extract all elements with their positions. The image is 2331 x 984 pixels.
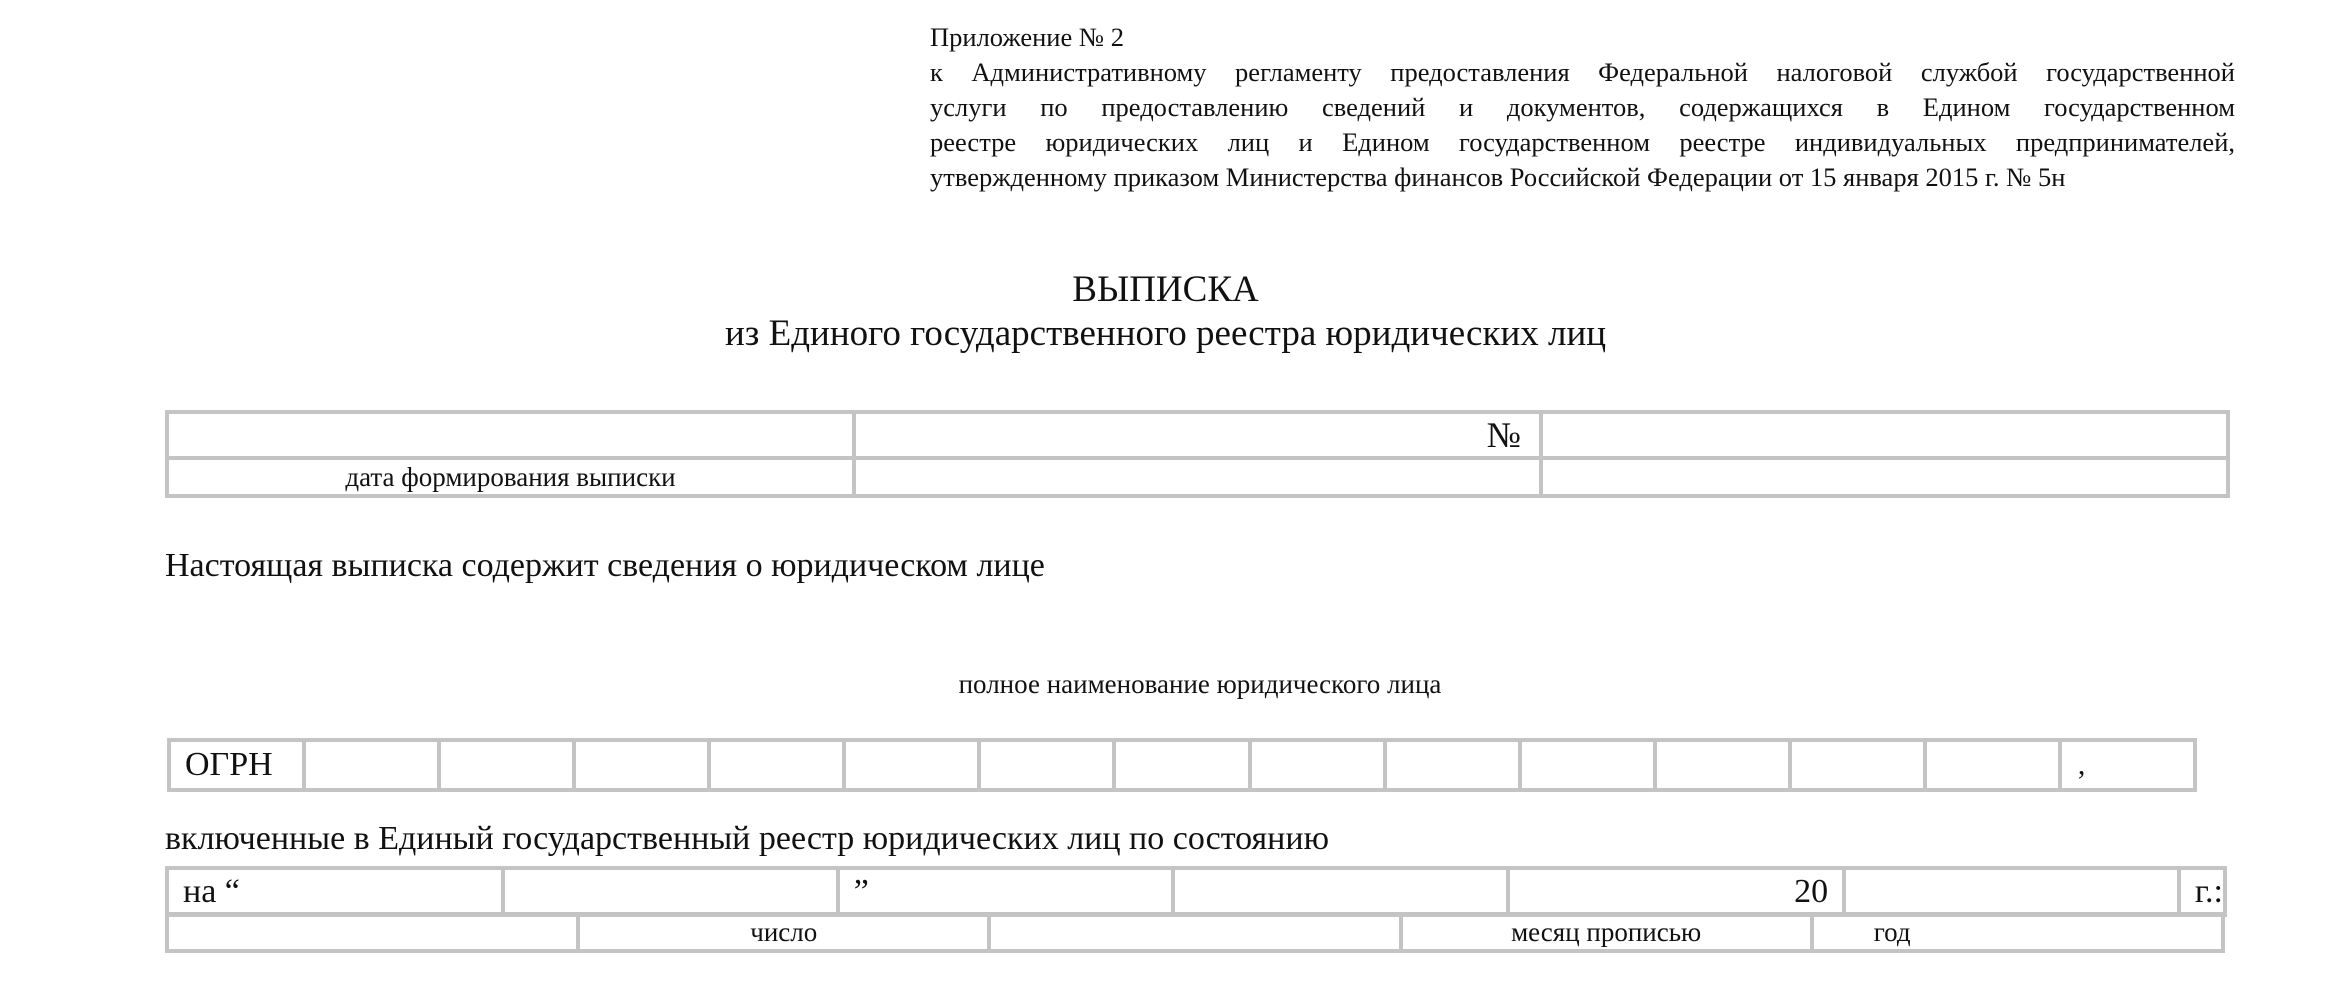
ogrn-digit-cell[interactable] <box>1114 740 1249 790</box>
ogrn-digit-cell[interactable] <box>439 740 574 790</box>
statement-text: Настоящая выписка содержит сведения о юридическом лице <box>165 547 1045 584</box>
ogrn-digit-cell[interactable] <box>304 740 439 790</box>
included-text: включенные в Единый государственный реестр юридических лиц по состоянию <box>165 820 1329 857</box>
blank-cell <box>989 914 1400 951</box>
blank-cell <box>167 412 854 458</box>
date-row-table <box>165 866 2227 917</box>
ogrn-digit-cell[interactable] <box>1790 740 1925 790</box>
ogrn-table <box>167 738 2197 792</box>
century-prefix: 20 <box>1508 868 1844 915</box>
appendix-line: услуги по предоставлению сведений и документов, содержащихся в Едином государственном <box>930 92 2235 122</box>
appendix-number: Приложение № 2 <box>930 22 1125 52</box>
document-title: ВЫПИСКА <box>1072 269 1259 310</box>
blank-cell <box>1541 458 2228 496</box>
ogrn-digit-cell[interactable] <box>979 740 1114 790</box>
number-sign-cell: № <box>854 412 1541 458</box>
day-field[interactable] <box>503 868 838 915</box>
document-subtitle: из Единого государственного реестра юридических лиц <box>724 313 1607 354</box>
month-field[interactable] <box>1173 868 1508 915</box>
ogrn-digit-cell[interactable] <box>1925 740 2060 790</box>
appendix-note <box>930 20 2235 195</box>
day-caption: число <box>578 914 989 951</box>
date-prefix: на “ <box>167 868 503 915</box>
extract-number-field[interactable] <box>1541 412 2228 458</box>
ogrn-digit-cell[interactable] <box>574 740 709 790</box>
year-caption: год <box>1812 914 2223 951</box>
date-formation-label: дата формирования выписки <box>167 458 854 496</box>
appendix-line: к Административному регламенту предоставления Федеральной налоговой службой государственной <box>930 57 2235 87</box>
appendix-line: утвержденному приказом Министерства финансов Российской Федерации от 15 января 2015 г. № 5н <box>930 162 2066 192</box>
date-close-quote: ” <box>838 868 1174 915</box>
blank-cell <box>167 914 578 951</box>
ogrn-digit-cell[interactable] <box>1520 740 1655 790</box>
ogrn-digit-cell[interactable] <box>1655 740 1790 790</box>
year-suffix: г.: <box>2179 868 2225 915</box>
ogrn-trailing-comma: , <box>2060 740 2195 790</box>
fullname-caption: полное наименование юридического лица <box>958 669 1442 699</box>
month-caption: месяц прописью <box>1401 914 1812 951</box>
ogrn-digit-cell[interactable] <box>844 740 979 790</box>
extract-header-table <box>165 410 2230 498</box>
ogrn-digit-cell[interactable] <box>1385 740 1520 790</box>
date-captions-table <box>165 912 2225 953</box>
ogrn-label: ОГРН <box>169 740 304 790</box>
appendix-line: реестре юридических лиц и Едином государственном реестре индивидуальных предпринимателей, <box>930 127 2235 157</box>
ogrn-digit-cell[interactable] <box>1250 740 1385 790</box>
extract-date-field[interactable] <box>854 458 1541 496</box>
year-field[interactable] <box>1844 868 2179 915</box>
ogrn-digit-cell[interactable] <box>709 740 844 790</box>
